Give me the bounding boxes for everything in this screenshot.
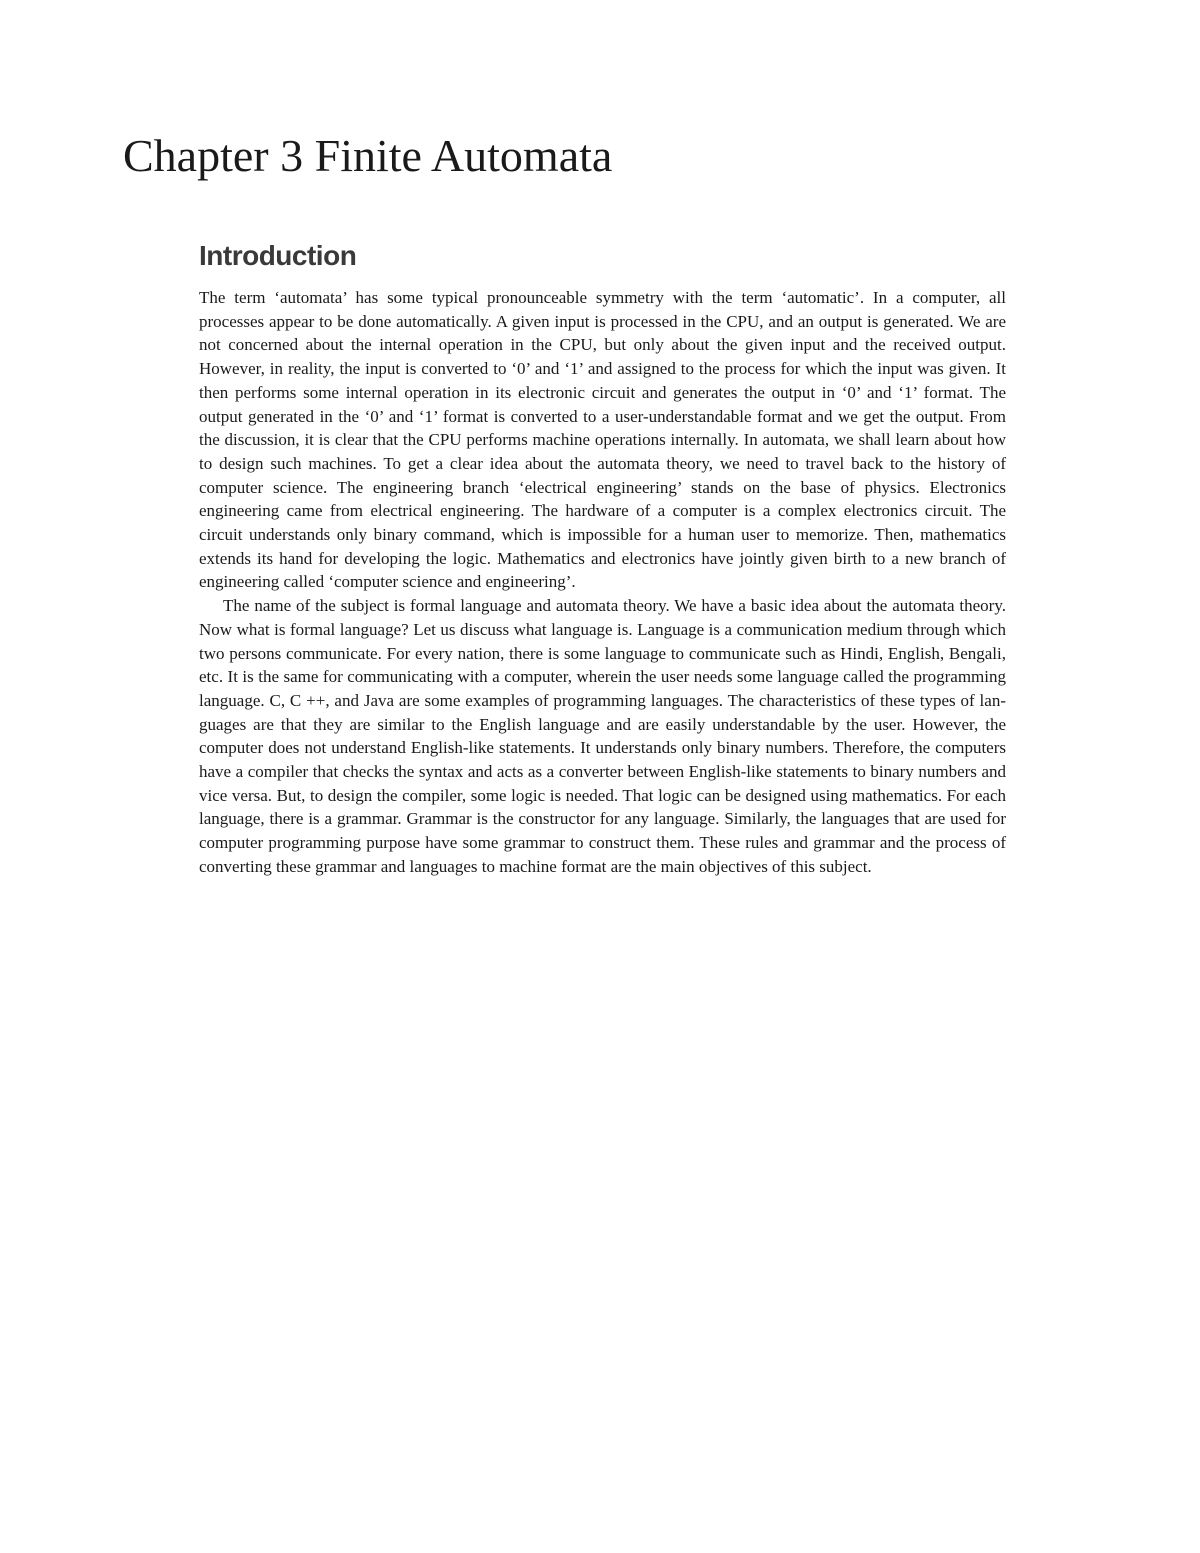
introduction-section xyxy=(199,238,1006,879)
paragraph: The term ‘automata’ has some typical pronounceable symmetry with the term ‘automatic’. In a computer, all processes appear to be done automatically. A given input is processed in the CPU, and an output is generated. We are not concerned about the internal operation in the CPU, but only about the given input and the received output. However, in reality, the input is converted to ‘0’ and ‘1’ and assigned to the process for which the input was given. It then performs some internal operation in its electronic circuit and generates the output in ‘0’ and ‘1’ format. The output generated in the ‘0’ and ‘1’ format is converted to a user-understandable format and we get the output. From the discussion, it is clear that the CPU performs machine operations internally. In automata, we shall learn about how to design such machines. To get a clear idea about the automata theory, we need to travel back to the history of computer science. The engineering branch ‘electrical engineering’ stands on the base of physics. Electronics engineering came from electrical engineering. The hardware of a computer is a complex electronics circuit. The circuit understands only binary command, which is impossible for a human user to memorize. Then, mathematics extends its hand for developing the logic. Mathematics and electronics have jointly given birth to a new branch of engineering called ‘computer science and engineering’. xyxy=(199,288,1006,592)
chapter-title: Chapter 3 Finite Automata xyxy=(123,130,613,181)
section-heading: Introduction xyxy=(199,240,357,271)
paragraph: The name of the subject is formal language and automata theory. We have a basic idea about the automata theory. Now what is formal language? Let us discuss what language is. Language is a communication medium through which two persons communicate. For every nation, there is some language to communicate such as Hindi, English, Bengali, etc. It is the same for communicating with a computer, wherein the user needs some language called the programming language. C, C ++, and Java are some examples of programming languages. The characteristics of these types of lan-guages are that they are similar to the English language and are easily understandable by the user. However, the computer does not understand English-like statements. It understands only binary numbers. Therefore, the computers have a compiler that checks the syntax and acts as a converter between English-like statements to binary numbers and vice versa. But, to design the compiler, some logic is needed. That logic can be designed using mathematics. For each language, there is a grammar. Grammar is the constructor for any language. Similarly, the languages that are used for computer programming purpose have some grammar to construct them. These rules and grammar and the process of converting these grammar and languages to machine format are the main objectives of this subject. xyxy=(199,596,1006,876)
